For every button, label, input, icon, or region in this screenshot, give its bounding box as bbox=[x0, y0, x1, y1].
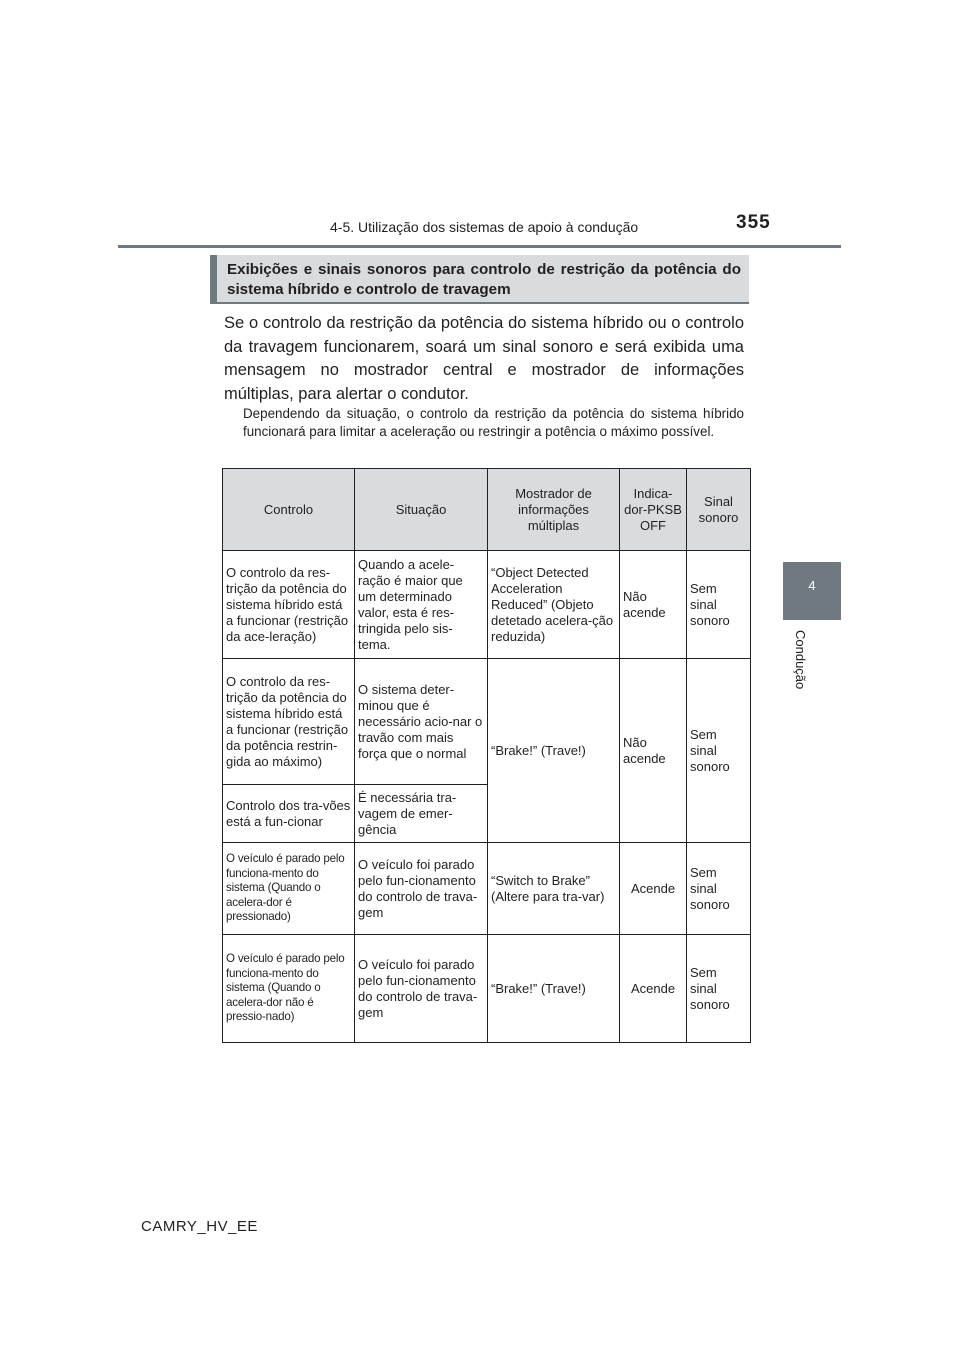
cell-indicador: Acende bbox=[620, 935, 687, 1043]
col-header-mostrador: Mostrador de informações múltiplas bbox=[488, 469, 620, 551]
cell-situacao: O veículo foi parado pelo fun-cionamento do controlo de trava-gem bbox=[355, 935, 488, 1043]
cell-sinal: Sem sinal sonoro bbox=[687, 659, 751, 843]
cell-situacao: É necessária tra-vagem de emer-gência bbox=[355, 785, 488, 843]
col-header-sinal: Sinal sonoro bbox=[687, 469, 751, 551]
cell-mostrador: “Object Detected Acceleration Reduced” (Objeto detetado acelera-ção reduzida) bbox=[488, 551, 620, 659]
col-header-indicador: Indica-dor-PKSB OFF bbox=[620, 469, 687, 551]
footer-code: CAMRY_HV_EE bbox=[141, 1218, 258, 1235]
cell-indicador: Não acende bbox=[620, 659, 687, 843]
table-header-row bbox=[223, 469, 751, 551]
cell-sinal: Sem sinal sonoro bbox=[687, 935, 751, 1043]
chapter-tab-label: Condução bbox=[793, 630, 808, 690]
cell-controlo: O veículo é parado pelo funciona-mento do sistema (Quando o acelera-dor não é pressio-nado) bbox=[223, 935, 355, 1043]
control-table bbox=[222, 468, 751, 1043]
table-row bbox=[223, 551, 751, 659]
cell-controlo: Controlo dos tra-vões está a fun-cionar bbox=[223, 785, 355, 843]
cell-mostrador: “Brake!” (Trave!) bbox=[488, 935, 620, 1043]
body-paragraph: Se o controlo da restrição da potência do sistema híbrido ou o controlo da travagem funcionarem, soará um sinal sonoro e será exibida uma mensagem no mostrador central e mostrador de informações múltiplas, para alertar o condutor. bbox=[224, 314, 744, 403]
table-row bbox=[223, 935, 751, 1043]
col-header-situacao: Situação bbox=[355, 469, 488, 551]
cell-controlo: O veículo é parado pelo funciona-mento do sistema (Quando o acelera-dor é pressionado) bbox=[223, 843, 355, 935]
page-number: 355 bbox=[736, 212, 771, 233]
cell-situacao: O sistema deter-minou que é necessário acio-nar o travão com mais força que o normal bbox=[355, 659, 488, 785]
note-paragraph: Dependendo da situação, o controlo da restrição da potência do sistema híbrido funcionará para limitar a aceleração ou restringir a potência o máximo possível. bbox=[243, 406, 744, 439]
cell-situacao: O veículo foi parado pelo fun-cionamento do controlo de trava-gem bbox=[355, 843, 488, 935]
header-rule bbox=[118, 245, 841, 248]
cell-situacao: Quando a acele-ração é maior que um determinado valor, esta é res-tringida pelo sis-tema. bbox=[355, 551, 488, 659]
cell-sinal: Sem sinal sonoro bbox=[687, 551, 751, 659]
cell-sinal: Sem sinal sonoro bbox=[687, 843, 751, 935]
header-section-title: 4-5. Utilização dos sistemas de apoio à condução bbox=[330, 219, 639, 235]
cell-mostrador: “Brake!” (Trave!) bbox=[488, 659, 620, 843]
cell-controlo: O controlo da res-trição da potência do sistema híbrido está a funcionar (restrição da potência restrin-gida ao máximo) bbox=[223, 659, 355, 785]
chapter-tab[interactable]: 4 bbox=[783, 562, 841, 620]
table-row bbox=[223, 843, 751, 935]
section-heading: Exibições e sinais sonoros para controlo de restrição da potência do sistema híbrido e controlo de travagem bbox=[227, 261, 741, 298]
cell-mostrador: “Switch to Brake” (Altere para tra-var) bbox=[488, 843, 620, 935]
section-heading-box bbox=[210, 255, 749, 304]
cell-indicador: Não acende bbox=[620, 551, 687, 659]
table-row bbox=[223, 659, 751, 785]
col-header-controlo: Controlo bbox=[223, 469, 355, 551]
cell-controlo: O controlo da res-trição da potência do sistema híbrido está a funcionar (restrição da ace-leração) bbox=[223, 551, 355, 659]
cell-indicador: Acende bbox=[620, 843, 687, 935]
